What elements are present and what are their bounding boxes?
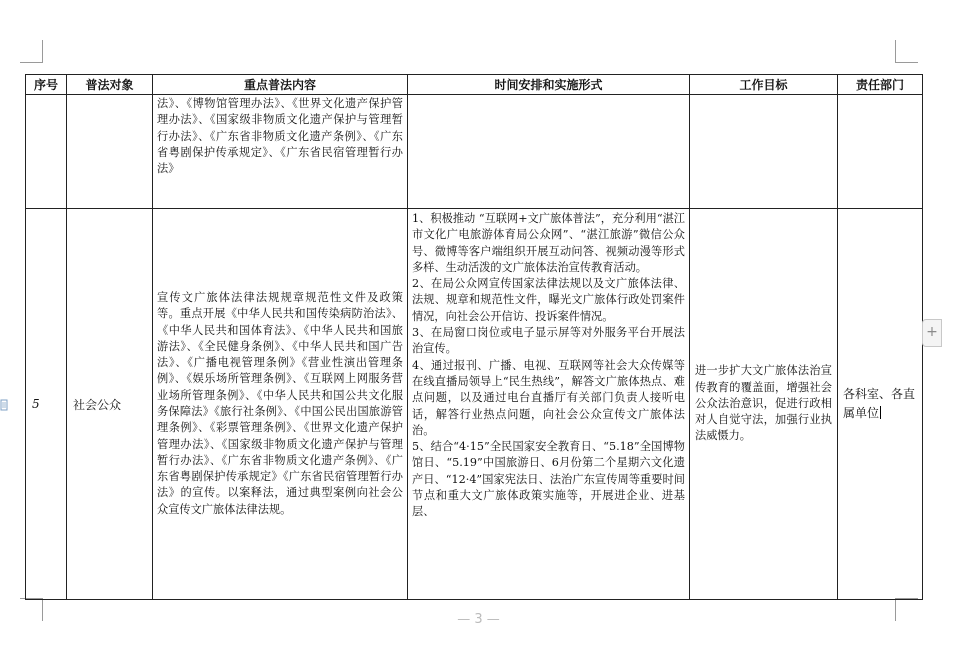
header-target-audience: 普法对象: [67, 75, 153, 95]
document-nav-icon[interactable]: [0, 398, 9, 414]
header-schedule-form: 时间安排和实施形式: [408, 75, 690, 95]
responsible-dept-text: 各科室、各直属单位: [843, 387, 916, 420]
table-cell[interactable]: [838, 95, 923, 209]
schedule-form-cell[interactable]: [408, 209, 690, 600]
margin-corner-mark: [20, 40, 43, 63]
page-number: — 3 —: [457, 612, 500, 627]
table-header-row: [26, 75, 923, 95]
table-cell[interactable]: [26, 95, 67, 209]
add-tab-button[interactable]: +: [922, 319, 942, 347]
schedule-item: 4、通过报刊、广播、电视、互联网等社会大众传媒等在线直播局领导上“民生热线”，解答文广旅体热点、难点问题，以及通过电台直播厅有关部门负责人接听电话，解答行业热点问题，向社会公众宣传文广旅体法治。: [412, 358, 685, 437]
schedule-item: 3、在局窗口岗位或电子显示屏等对外服务平台开展法治宣传。: [412, 326, 685, 356]
table-cell[interactable]: [408, 95, 690, 209]
header-serial-number: 序号: [26, 75, 67, 95]
key-content-cell[interactable]: 宣传文广旅体法律法规规章规范性文件及政策等。重点开展《中华人民共和国传染病防治法》、《中华人民共和国体育法》、《中华人民共和国旅游法》、《全民健身条例》、《中华人民共和国广告法》、《广播电视管理条例》《营业性演出管理条例》、《娱乐场所管理条例》、《互联网上网服务营业场所管理条例》、《中华人民共和国公共文化服务保障法》《旅行社条例》、《中国公民出国旅游管理条例》、《彩票管理条例》、《世界文化遗产保护管理办法》、《国家级非物质文化遗产保护与管理暂行办法》、《广东省非物质文化遗产条例》、《广东省粤剧保护传承规定》《广东省民宿管理暂行办法》的宣传。以案释法，通过典型案例向社会公众宣传文广旅体法律法规。: [153, 209, 408, 600]
schedule-item: 5、结合“4·15”全民国家安全教育日、“5.18”全国博物馆日、“5.19”中国旅游日、6月份第二个星期六文化遗产日、“12·4”国家宪法日、法治广东宣传周等重要时间节点和重大文广旅体政策实施等，开展进企业、进基层、: [412, 440, 685, 519]
margin-corner-mark: [895, 40, 918, 63]
target-audience-cell[interactable]: 社会公众: [67, 209, 153, 600]
table-row: [26, 209, 923, 600]
key-content-cell[interactable]: 法》、《博物馆管理办法》、《世界文化遗产保护管理办法》、《国家级非物质文化遗产保护与管理暂行办法》、《广东省非物质文化遗产条例》、《广东省粤剧保护传承规定》、《广东省民宿管理暂行办法》: [153, 95, 408, 209]
schedule-item: 1、积极推动 “互联网+文广旅体普法”，充分利用“湛江市文化广电旅游体育局公众网”、“湛江旅游”微信公众号、微博等客户端组织开展互动问答、视频动漫等形式多样、生动活泼的文广旅体法治宣传教育活动。: [412, 212, 685, 274]
header-responsible-dept: 责任部门: [838, 75, 923, 95]
responsible-dept-cell[interactable]: [838, 209, 923, 600]
header-key-content: 重点普法内容: [153, 75, 408, 95]
legal-education-plan-table: [25, 74, 923, 600]
serial-number-cell[interactable]: 5: [26, 209, 67, 600]
table-cell[interactable]: [67, 95, 153, 209]
text-cursor: [880, 406, 881, 419]
schedule-item: 2、在局公众网宣传国家法律法规以及文广旅体法律、法规、规章和规范性文件，曝光文广旅体行政处罚案件情况，向社会公开信访、投诉案件情况。: [412, 277, 685, 323]
table-cell[interactable]: [690, 95, 838, 209]
table-row: [26, 95, 923, 209]
header-work-goal: 工作目标: [690, 75, 838, 95]
work-goal-cell[interactable]: 进一步扩大文广旅体法治宣传教育的覆盖面，增强社会公众法治意识，促进行政相对人自觉守法，加强行业执法威慑力。: [690, 209, 838, 600]
